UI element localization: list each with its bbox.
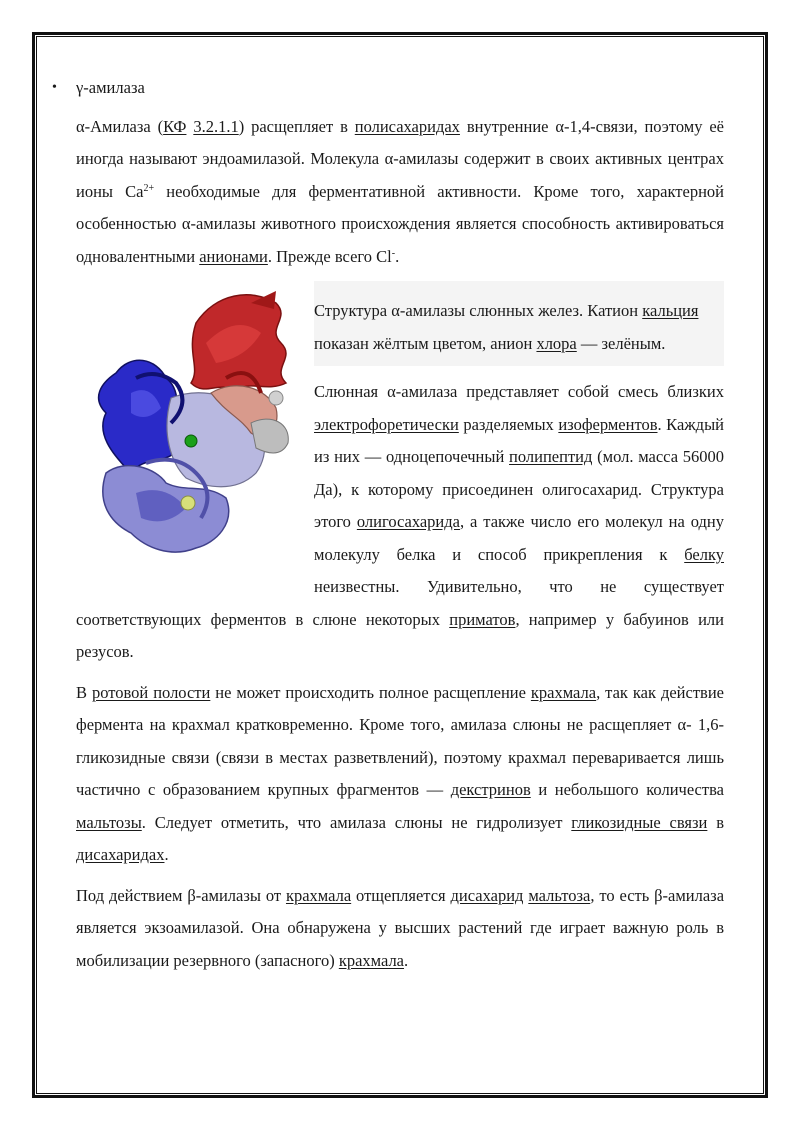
link-dextrins[interactable]: декстринов (450, 780, 531, 799)
link-isoenzymes[interactable]: изоферментов (558, 414, 658, 434)
paragraph-1: α-Амилаза (КФ 3.2.1.1) расщепляет в полисахаридах внутренние α-1,4-связи, поэтому её иногда называют эндоамилазой. Молекула α-амилазы содержит в своих активных центрах ионы $Ca^{2+}$ необходимые для ферментативной активности. Кроме того, характерной особенностью α-амилазы животного происхождения является способность активироваться одновалентными анионами. Прежде всего Cl-. (76, 116, 724, 266)
link-polysaccharides[interactable]: полисахаридах (354, 116, 460, 136)
figure-caption: Структура α-амилазы слюнных желез. Катион кальция показан жёлтым цветом, анион хлора — зелёным. (314, 281, 724, 366)
link-polypeptide[interactable]: полипептид (509, 447, 593, 466)
link-oligosaccharide[interactable]: олигосахарида (356, 512, 460, 531)
link-oral-cavity[interactable]: ротовой полости (91, 682, 211, 702)
link-glycosidic-bonds[interactable]: гликозидные связи (571, 812, 708, 832)
link-disaccharide[interactable]: дисахарид (450, 885, 524, 905)
link-anions[interactable]: анионами (199, 246, 268, 266)
link-maltose[interactable]: мальтозы (76, 812, 142, 832)
alpha-amylase-ribbon-icon (76, 283, 312, 583)
link-starch[interactable]: крахмала (285, 885, 352, 905)
link-protein[interactable]: белку (684, 544, 724, 564)
link-primates[interactable]: приматов (449, 609, 516, 629)
link-kf[interactable]: КФ (163, 116, 187, 136)
link-disaccharides[interactable]: дисахаридах (76, 845, 165, 864)
link-electrophoretically[interactable]: электрофоретически (314, 414, 459, 434)
document-body (52, 72, 725, 985)
bullet-text: γ-амилаза (76, 78, 145, 97)
paragraph-3: В ротовой полости не может происходить полное расщепление крахмала, так как действие фермента на крахмал кратковременно. Кроме того, амилаза слюны не расщепляет α- 1,6-гликозидные связи (связи в местах разветвлений), поэтому крахмал переваривается лишь частично с образованием крупных фрагментов — декстринов и небольшого количества мальтозы. Следует отметить, что амилаза слюны не гидролизует гликозидные связи в дисахаридах. (76, 682, 724, 864)
protein-structure-image (76, 283, 312, 583)
paragraph-4: Под действием β-амилазы от крахмала отщепляется дисахарид мальтоза, то есть β-амилаза является экзоамилазой. Она обнаружена у высших растений где играет важную роль в мобилизации резервного (запасного) крахмала. (76, 885, 725, 970)
link-maltose[interactable]: мальтоза (528, 885, 591, 905)
link-chlorine[interactable]: хлора (536, 333, 577, 353)
bullet-item (52, 72, 724, 105)
link-calcium[interactable]: кальция (642, 301, 699, 320)
paragraph-2: Слюнная α-амилаза представляет собой смесь близких электрофоретически разделяемых изоферментов. Каждый из них — одноцепочечный полипептид (мол. масса 56000 Да), к которому присоединен олигосахарид. Структура этого олигосахарида, а также число его молекул на одну молекулу белка и способ прикрепления к белку неизвестны. Удивительно, что не существует соответствующих ферментов в слюне некоторых приматов, например у бабуинов или резусов. (76, 382, 725, 661)
link-starch[interactable]: крахмала (338, 950, 405, 970)
link-ec-number[interactable]: 3.2.1.1 (193, 116, 239, 136)
link-starch[interactable]: крахмала (530, 682, 597, 702)
bullet-dot: • (52, 80, 57, 95)
